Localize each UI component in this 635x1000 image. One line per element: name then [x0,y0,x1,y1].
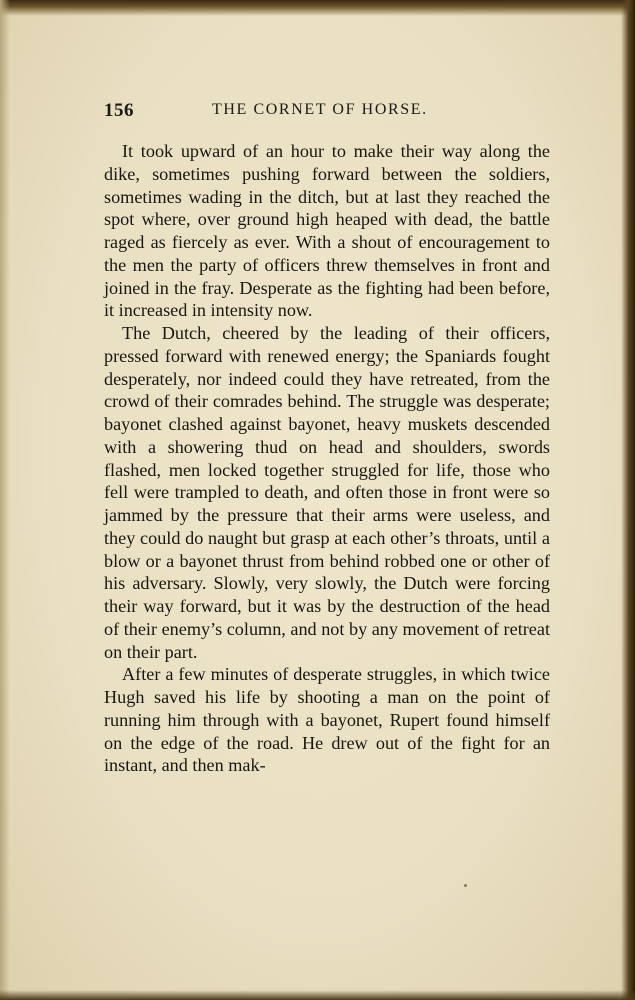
paper-speck [464,884,467,887]
page-number: 156 [104,100,134,121]
page-right-edge-shadow [621,0,635,1000]
page-top-edge-shadow [0,0,635,16]
body-text [104,140,550,777]
running-head: THE CORNET OF HORSE. [212,101,428,118]
paragraph-1: It took upward of an hour to make their way along the dike, sometimes pushing forward between the soldiers, sometimes wading in the ditch, but at last they reached the spot where, over ground high heaped with dead, the battle raged as fiercely as ever. With a shout of encouragement to the men the party of officers threw themselves in front and joined in the fray. Desperate as the fighting had been before, it increased in intensity now. [104,141,550,321]
page-header [104,100,550,128]
paragraph-3: After a few minutes of desperate struggles, in which twice Hugh saved his life by shooting a man on the point of running him through with a bayonet, Rupert found himself on the edge of the road. He drew out of the fight for an instant, and then mak- [104,664,550,776]
page-bottom-edge-shadow [0,990,635,1000]
paragraph-2: The Dutch, cheered by the leading of their officers, pressed forward with renewed energy; the Spaniards fought desperately, nor indeed could they have retreated, from the crowd of their comrades behind. The struggle was desperate; bayonet clashed against bayonet, heavy muskets descended with a showering thud on head and shoulders, swords flashed, men locked together struggled for life, those who fell were trampled to death, and often those in front were so jammed by the pressure that their arms were useless, and they could do naught but grasp at each other’s throats, until a blow or a bayonet thrust from behind robbed one or other of his adversary. Slowly, very slowly, the Dutch were forcing their way forward, but it was by the destruction of the head of their enemy’s column, and not by any movement of retreat on their part. [104,323,550,662]
page-left-edge-shadow [0,0,10,1000]
